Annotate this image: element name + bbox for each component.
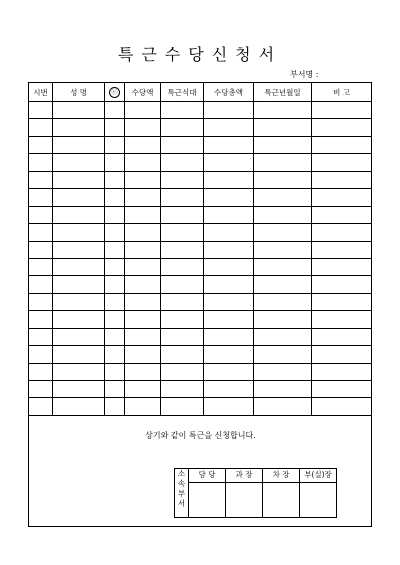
entry-cell[interactable] <box>105 328 125 345</box>
entry-cell[interactable] <box>29 189 53 206</box>
entry-cell[interactable] <box>105 102 125 119</box>
entry-cell[interactable] <box>254 276 312 293</box>
entry-cell[interactable] <box>312 171 372 188</box>
approval-header-staff: 담 당 <box>189 468 226 482</box>
entry-cell[interactable] <box>53 154 105 171</box>
entry-cell[interactable] <box>29 346 53 363</box>
table-row <box>29 241 372 258</box>
entry-cell[interactable] <box>161 119 204 136</box>
entry-cell[interactable] <box>125 258 161 275</box>
col-header-number: 시번 <box>29 83 53 102</box>
entry-cell[interactable] <box>204 311 254 328</box>
table-row <box>29 346 372 363</box>
sign-box-staff[interactable] <box>189 482 226 517</box>
entry-cell[interactable] <box>204 363 254 380</box>
entry-cell[interactable] <box>312 102 372 119</box>
entry-cell[interactable] <box>204 171 254 188</box>
entry-cell[interactable] <box>125 276 161 293</box>
entry-cell[interactable] <box>29 206 53 223</box>
entry-cell[interactable] <box>204 276 254 293</box>
entry-cell[interactable] <box>204 258 254 275</box>
entry-cell[interactable] <box>105 293 125 310</box>
entry-cell[interactable] <box>53 189 105 206</box>
entry-cell[interactable] <box>29 136 53 153</box>
entry-cell[interactable] <box>254 154 312 171</box>
entry-cell[interactable] <box>161 224 204 241</box>
entry-cell[interactable] <box>254 346 312 363</box>
footer-cell <box>29 415 372 526</box>
entry-cell[interactable] <box>312 154 372 171</box>
entry-cell[interactable] <box>161 102 204 119</box>
approval-header-section-chief: 과 장 <box>226 468 263 482</box>
entry-cell[interactable] <box>53 398 105 415</box>
sign-box-section-chief[interactable] <box>226 482 263 517</box>
approval-side-label-text: 소 속 부 서 <box>177 468 186 508</box>
col-header-name: 성 명 <box>53 83 105 102</box>
entry-cell[interactable] <box>29 381 53 398</box>
entry-cell[interactable] <box>254 328 312 345</box>
table-body <box>29 102 372 416</box>
table-row <box>29 381 372 398</box>
entry-cell[interactable] <box>161 328 204 345</box>
entry-cell[interactable] <box>105 171 125 188</box>
entry-cell[interactable] <box>29 171 53 188</box>
entry-cell[interactable] <box>29 363 53 380</box>
col-header-total: 수당총액 <box>204 83 254 102</box>
entry-cell[interactable] <box>29 224 53 241</box>
entry-cell[interactable] <box>312 381 372 398</box>
entry-cell[interactable] <box>204 346 254 363</box>
entry-cell[interactable] <box>125 206 161 223</box>
entry-cell[interactable] <box>161 293 204 310</box>
entry-cell[interactable] <box>254 119 312 136</box>
table-row <box>29 328 372 345</box>
approval-side-label <box>175 468 189 517</box>
col-header-remarks: 비 고 <box>312 83 372 102</box>
col-header-seal <box>105 83 125 102</box>
table-row <box>29 311 372 328</box>
entry-cell[interactable] <box>204 381 254 398</box>
entry-cell[interactable] <box>105 381 125 398</box>
entry-cell[interactable] <box>105 224 125 241</box>
entry-cell[interactable] <box>161 346 204 363</box>
entry-cell[interactable] <box>161 241 204 258</box>
entry-cell[interactable] <box>53 293 105 310</box>
department-label-text: 부서명 : <box>290 70 319 79</box>
col-header-meal: 특근식대 <box>161 83 204 102</box>
table-row <box>29 189 372 206</box>
entry-cell[interactable] <box>161 258 204 275</box>
form-title: 특근수당신청서 <box>117 45 283 64</box>
entry-cell[interactable] <box>161 276 204 293</box>
entry-cell[interactable] <box>312 258 372 275</box>
entry-cell[interactable] <box>125 154 161 171</box>
entry-cell[interactable] <box>204 119 254 136</box>
approval-sign-row <box>175 482 337 517</box>
entry-cell[interactable] <box>29 102 53 119</box>
table-row <box>29 224 372 241</box>
entry-cell[interactable] <box>161 311 204 328</box>
approval-box <box>174 468 337 518</box>
entry-cell[interactable] <box>29 311 53 328</box>
entry-cell[interactable] <box>53 311 105 328</box>
entry-cell[interactable] <box>312 189 372 206</box>
entry-cell[interactable] <box>312 328 372 345</box>
entry-cell[interactable] <box>125 381 161 398</box>
entry-cell[interactable] <box>29 276 53 293</box>
entry-cell[interactable] <box>254 206 312 223</box>
table-row <box>29 258 372 275</box>
entry-cell[interactable] <box>161 189 204 206</box>
table-row <box>29 119 372 136</box>
entry-cell[interactable] <box>204 241 254 258</box>
entry-cell[interactable] <box>254 171 312 188</box>
entry-cell[interactable] <box>254 398 312 415</box>
entry-cell[interactable] <box>105 119 125 136</box>
entry-cell[interactable] <box>254 102 312 119</box>
entry-cell[interactable] <box>105 136 125 153</box>
approval-header-deputy: 차 장 <box>263 468 300 482</box>
entry-cell[interactable] <box>204 224 254 241</box>
entry-cell[interactable] <box>53 258 105 275</box>
entry-cell[interactable] <box>254 224 312 241</box>
entry-cell[interactable] <box>53 241 105 258</box>
table-row <box>29 293 372 310</box>
entry-cell[interactable] <box>204 154 254 171</box>
entry-cell[interactable] <box>312 241 372 258</box>
entry-cell[interactable] <box>105 241 125 258</box>
entry-cell[interactable] <box>312 276 372 293</box>
entry-cell[interactable] <box>125 189 161 206</box>
entry-cell[interactable] <box>312 206 372 223</box>
entry-cell[interactable] <box>105 363 125 380</box>
entry-cell[interactable] <box>125 224 161 241</box>
entry-cell[interactable] <box>105 276 125 293</box>
entry-cell[interactable] <box>125 102 161 119</box>
entry-cell[interactable] <box>312 363 372 380</box>
entry-cell[interactable] <box>125 398 161 415</box>
table-header-row <box>29 83 372 102</box>
seal-icon: ⓔ <box>109 87 120 98</box>
entry-cell[interactable] <box>105 189 125 206</box>
sign-box-director[interactable] <box>300 482 337 517</box>
entry-cell[interactable] <box>204 136 254 153</box>
entry-cell[interactable] <box>312 293 372 310</box>
sign-box-deputy[interactable] <box>263 482 300 517</box>
entry-cell[interactable] <box>254 258 312 275</box>
entry-cell[interactable] <box>125 241 161 258</box>
col-header-date: 특근년월일 <box>254 83 312 102</box>
entry-cell[interactable] <box>53 136 105 153</box>
entry-cell[interactable] <box>254 136 312 153</box>
entry-cell[interactable] <box>105 206 125 223</box>
entry-cell[interactable] <box>53 381 105 398</box>
entry-cell[interactable] <box>312 311 372 328</box>
table-row <box>29 136 372 153</box>
entry-cell[interactable] <box>53 171 105 188</box>
department-label <box>290 69 326 80</box>
entry-cell[interactable] <box>254 363 312 380</box>
entry-cell[interactable] <box>312 346 372 363</box>
entry-cell[interactable] <box>105 258 125 275</box>
table-row <box>29 206 372 223</box>
entry-cell[interactable] <box>204 398 254 415</box>
entry-cell[interactable] <box>125 328 161 345</box>
entry-cell[interactable] <box>125 346 161 363</box>
entry-cell[interactable] <box>254 189 312 206</box>
entry-cell[interactable] <box>53 102 105 119</box>
application-statement: 상기와 같이 특근을 신청합니다. <box>145 430 256 440</box>
entry-cell[interactable] <box>204 293 254 310</box>
col-header-allowance: 수당액 <box>125 83 161 102</box>
entry-cell[interactable] <box>53 346 105 363</box>
entry-cell[interactable] <box>161 171 204 188</box>
entry-cell[interactable] <box>29 258 53 275</box>
entry-cell[interactable] <box>161 206 204 223</box>
entry-cell[interactable] <box>312 398 372 415</box>
entry-cell[interactable] <box>53 119 105 136</box>
entry-cell[interactable] <box>204 102 254 119</box>
entry-cell[interactable] <box>29 154 53 171</box>
entry-cell[interactable] <box>53 363 105 380</box>
entry-cell[interactable] <box>161 398 204 415</box>
approval-header-row <box>175 468 337 482</box>
table-row <box>29 154 372 171</box>
table-row <box>29 102 372 119</box>
table-footer <box>29 415 372 526</box>
table-row <box>29 363 372 380</box>
entry-cell[interactable] <box>105 311 125 328</box>
entry-cell[interactable] <box>161 154 204 171</box>
entry-cell[interactable] <box>204 189 254 206</box>
entry-cell[interactable] <box>312 119 372 136</box>
entry-cell[interactable] <box>254 311 312 328</box>
table-row <box>29 171 372 188</box>
entry-cell[interactable] <box>125 119 161 136</box>
entry-cell[interactable] <box>254 293 312 310</box>
entry-cell[interactable] <box>53 276 105 293</box>
entry-cell[interactable] <box>312 224 372 241</box>
entry-cell[interactable] <box>53 224 105 241</box>
entry-cell[interactable] <box>105 398 125 415</box>
entry-cell[interactable] <box>125 136 161 153</box>
entry-cell[interactable] <box>161 363 204 380</box>
entry-cell[interactable] <box>204 328 254 345</box>
entry-cell[interactable] <box>105 346 125 363</box>
entry-cell[interactable] <box>29 328 53 345</box>
entry-cell[interactable] <box>254 381 312 398</box>
entry-cell[interactable] <box>105 154 125 171</box>
entry-cell[interactable] <box>125 311 161 328</box>
entry-cell[interactable] <box>312 136 372 153</box>
approval-header-director: 부(실)장 <box>300 468 337 482</box>
entry-cell[interactable] <box>204 206 254 223</box>
table-row <box>29 276 372 293</box>
table-row <box>29 398 372 415</box>
entry-cell[interactable] <box>53 206 105 223</box>
entry-cell[interactable] <box>125 293 161 310</box>
entry-cell[interactable] <box>254 241 312 258</box>
entry-cell[interactable] <box>29 119 53 136</box>
entry-cell[interactable] <box>125 171 161 188</box>
entry-cell[interactable] <box>161 136 204 153</box>
entry-cell[interactable] <box>161 381 204 398</box>
entry-cell[interactable] <box>29 241 53 258</box>
entry-cell[interactable] <box>53 328 105 345</box>
overtime-table <box>28 82 372 527</box>
entry-cell[interactable] <box>29 398 53 415</box>
entry-cell[interactable] <box>29 293 53 310</box>
entry-cell[interactable] <box>125 363 161 380</box>
